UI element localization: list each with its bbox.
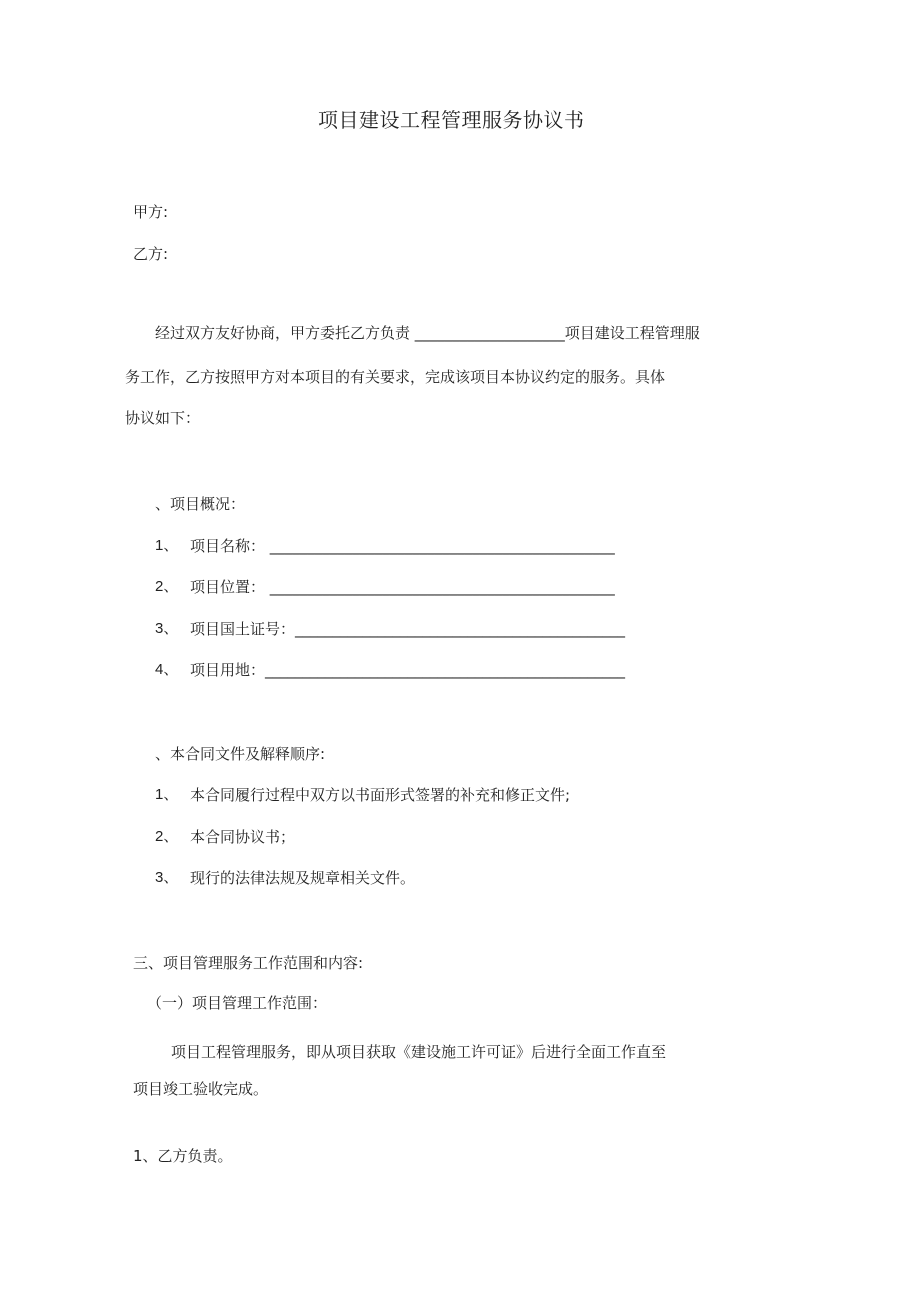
list-item-number: 2、 [155,578,179,595]
party-a-label: 甲方: [133,203,169,221]
document-title: 项目建设工程管理服务协议书 [318,108,585,132]
section-3-paragraph-line-2: 项目竣工验收完成。 [133,1080,269,1098]
party-b-label: 乙方: [133,245,169,263]
section-3-heading: 三、项目管理服务工作范围和内容: [133,954,364,972]
section-1-heading: 、项目概况： [155,495,246,513]
intro-line-2: 务工作，乙方按照甲方对本项目的有关要求，完成该项目本协议约定的服务。具体 [125,368,666,386]
intro-line-1: 经过双方友好协商，甲方委托乙方负责 ____________________项目建设工程管理服 [155,324,700,342]
list-item-text: 现行的法律法规及规章相关文件。 [190,869,416,887]
list-item-number: 1、 [155,537,179,554]
section-3-paragraph-line-1: 项目工程管理服务，即从项目获取《建设施工许可证》后进行全面工作直至 [171,1043,667,1061]
list-item-text: 项目名称： ______________________________________________ [190,537,615,555]
section-2-heading: 、本合同文件及解释顺序: [155,745,326,763]
list-item-text: 项目位置： ______________________________________________ [190,578,615,596]
list-item-number: 1、 [155,786,179,803]
section-3-sub-heading: （一）项目管理工作范围： [147,994,328,1012]
list-item-text: 项目国土证号：____________________________________________ [190,620,626,638]
list-item-text: 本合同协议书； [190,828,296,846]
section-3-item-1: 1、乙方负责。 [133,1147,233,1165]
list-item-number: 3、 [155,869,179,886]
list-item-text: 项目用地：________________________________________________ [190,661,626,679]
list-item-number: 4、 [155,661,179,678]
list-item-number: 2、 [155,828,179,845]
list-item-number: 3、 [155,620,179,637]
intro-line-3: 协议如下： [125,409,201,427]
list-item-text: 本合同履行过程中双方以书面形式签署的补充和修正文件; [190,786,571,804]
